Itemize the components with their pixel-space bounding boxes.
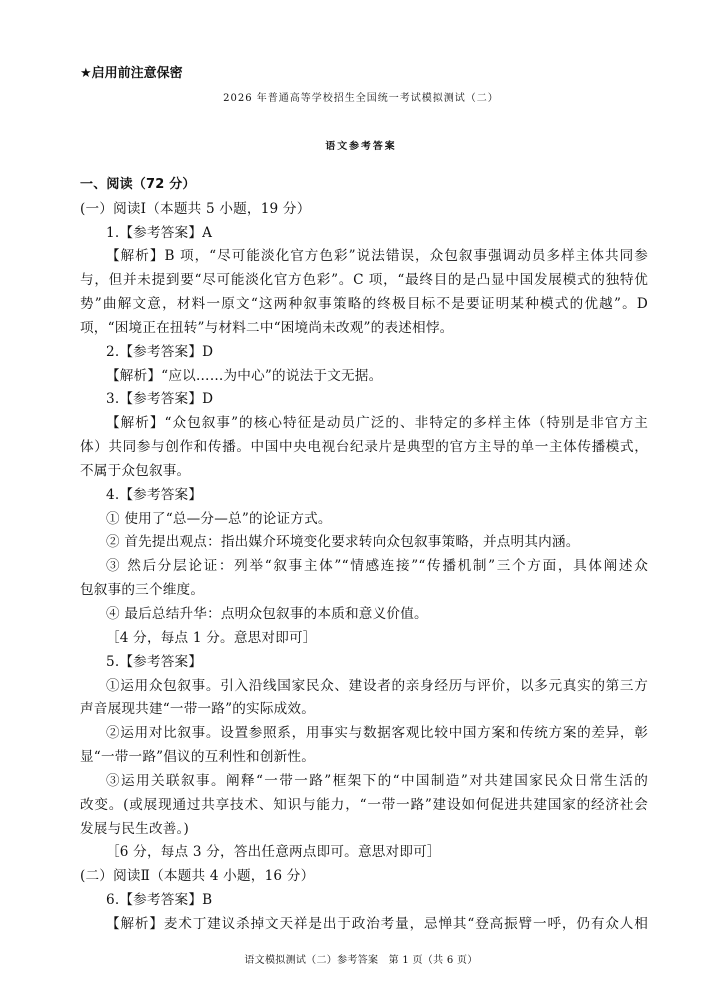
analysis-line: 项，“困境正在扭转”与材料二中“困境尚未改观”的表述相悖。 xyxy=(80,320,454,336)
analysis-line: 不属于众包叙事。 xyxy=(80,463,191,479)
answer-line: 3.【参考答案】D xyxy=(106,391,214,407)
answer-point: 显“一带一路”倡议的互利性和创新性。 xyxy=(80,749,315,765)
answer-point: ② 首先提出观点：指出媒介环境变化要求转向众包叙事策略，并点明其内涵。 xyxy=(106,534,580,550)
answer-point: 改变。(或展现通过共享技术、知识与能力，“一带一路”建设如何促进共建国家的经济社会 xyxy=(80,797,648,813)
answer-point: ① 使用了“总—分—总”的论证方式。 xyxy=(106,511,332,527)
scoring-note: ［6 分，每点 3 分，答出任意两点即可。意思对即可］ xyxy=(106,844,441,860)
page-footer: 语文模拟测试（二）参考答案 第 1 页（共 6 页） xyxy=(244,955,478,966)
confidential-notice: ★启用前注意保密 xyxy=(80,66,183,81)
answer-point: 发展与民生改善。) xyxy=(80,821,190,837)
subsection-heading: (二）阅读Ⅱ（本题共 4 小题，16 分） xyxy=(80,868,315,884)
answer-point: ④ 最后总结升华：点明众包叙事的本质和意义价值。 xyxy=(106,606,428,622)
answer-line: 5.【参考答案】 xyxy=(106,654,203,670)
analysis-line: 【解析】“应以……为中心”的说法于文无据。 xyxy=(106,368,383,384)
analysis-line: 体）共同参与创作和传播。中国中央电视台纪录片是典型的官方主导的单一主体传播模式， xyxy=(80,439,648,455)
subsection-heading: (一）阅读Ⅰ（本题共 5 小题，19 分） xyxy=(80,201,311,217)
answer-line: 2.【参考答案】D xyxy=(106,344,214,360)
answer-line: 1.【参考答案】A xyxy=(106,225,213,241)
analysis-line: 【解析】“众包叙事”的核心特征是动员广泛的、非特定的多样主体（特别是非官方主 xyxy=(106,415,648,431)
answer-point: 声音展现共建“一带一路”的实际成效。 xyxy=(80,701,315,717)
answer-line: 4.【参考答案】 xyxy=(106,487,203,503)
analysis-line: 势”曲解文意，材料一原文“这两种叙事策略的终极目标不是要证明某种模式的优越”。D xyxy=(80,296,648,312)
answer-point: 包叙事的三个维度。 xyxy=(80,582,205,598)
answer-point: ②运用对比叙事。设置参照系，用事实与数据客观比较中国方案和传统方案的差异，彰 xyxy=(106,725,648,741)
exam-title: 2026 年普通高等学校招生全国统一考试模拟测试（二） xyxy=(223,93,499,104)
answer-point: ③ 然后分层论证：列举“叙事主体”“情感连接”“传播机制”三个方面，具体阐述众 xyxy=(106,558,648,574)
scoring-note: ［4 分，每点 1 分。意思对即可］ xyxy=(106,630,317,646)
analysis-line: 【解析】B 项，“尽可能淡化官方色彩”说法错误，众包叙事强调动员多样主体共同参 xyxy=(106,248,648,264)
answer-point: ①运用众包叙事。引入沿线国家民众、建设者的亲身经历与评价，以多元真实的第三方 xyxy=(106,678,648,694)
answer-line: 6.【参考答案】B xyxy=(106,892,213,908)
section-heading: 一、阅读（72 分） xyxy=(80,177,196,192)
answer-point: ③运用关联叙事。阐释“一带一路”框架下的“中国制造”对共建国家民众日常生活的 xyxy=(106,773,648,789)
document-subtitle: 语文参考答案 xyxy=(325,141,397,152)
analysis-line: 【解析】麦术丁建议杀掉文天祥是出于政治考量，忌惮其“登高振臂一呼，仍有众人相 xyxy=(106,916,648,932)
analysis-line: 与，但并未提到要“尽可能淡化官方色彩”。C 项，“最终目的是凸显中国发展模式的独特优 xyxy=(80,272,648,288)
